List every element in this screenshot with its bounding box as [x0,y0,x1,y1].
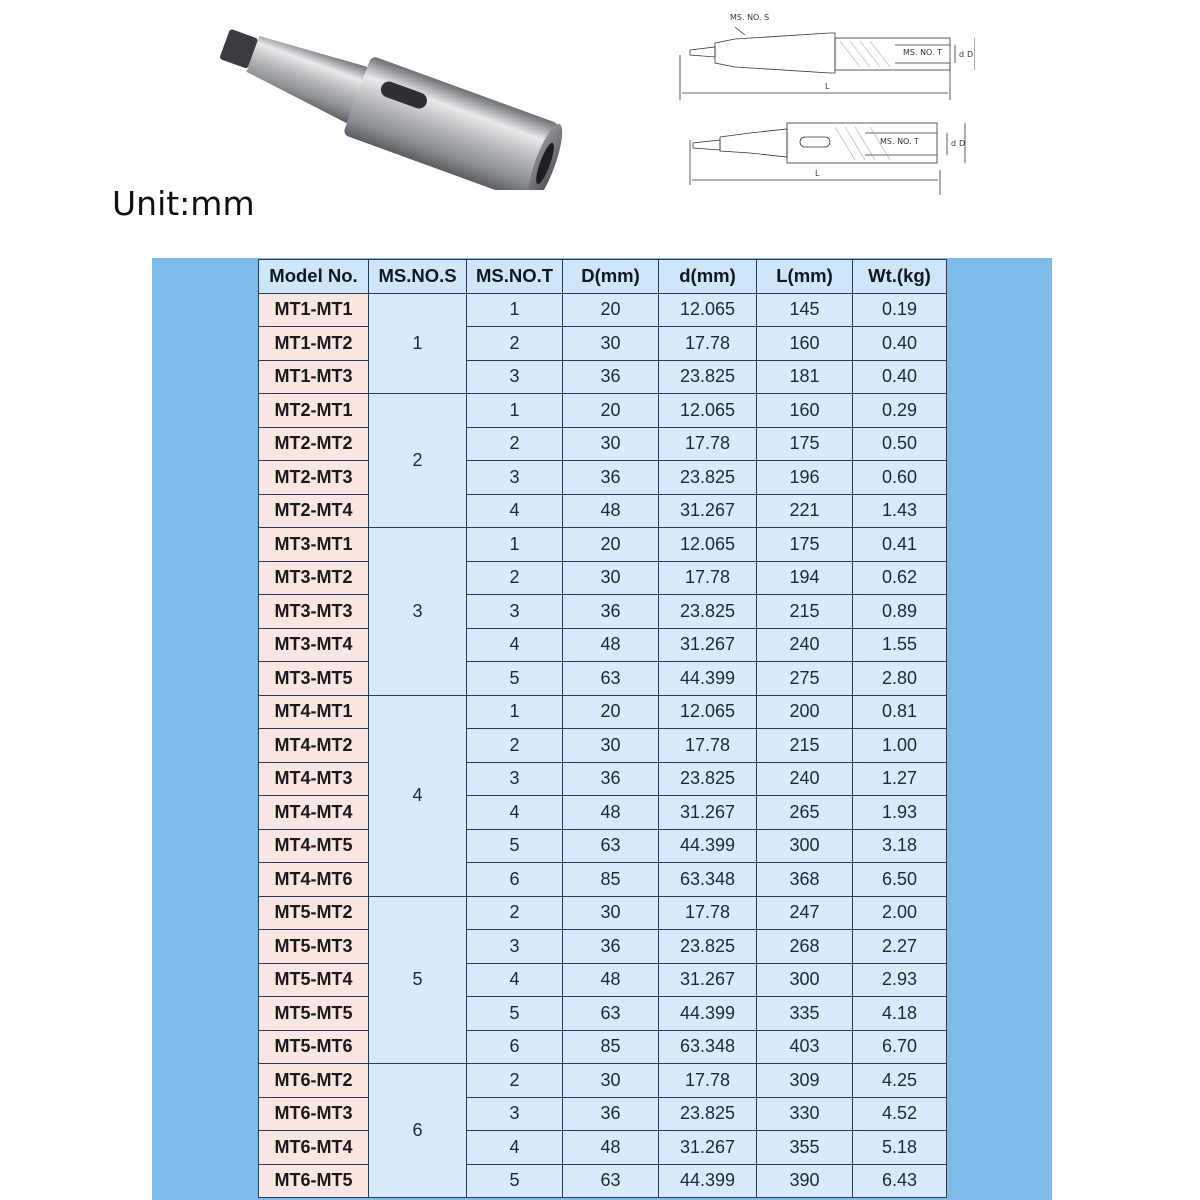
cell-weight-kg: 1.93 [853,796,947,830]
cell-model-no: MT2-MT2 [259,427,369,461]
cell-L-mm: 215 [757,595,853,629]
cell-D-mm: 30 [563,729,659,763]
cell-D-mm: 20 [563,293,659,327]
cell-weight-kg: 0.29 [853,394,947,428]
cell-weight-kg: 1.00 [853,729,947,763]
cell-L-mm: 240 [757,628,853,662]
cell-weight-kg: 6.70 [853,1030,947,1064]
table-row [259,762,947,796]
cell-model-no: MT2-MT3 [259,461,369,495]
cell-model-no: MT6-MT2 [259,1064,369,1098]
cell-D-mm: 30 [563,561,659,595]
cell-ms-no-t: 1 [467,695,563,729]
cell-weight-kg: 2.80 [853,662,947,696]
cell-D-mm: 30 [563,1064,659,1098]
cell-L-mm: 200 [757,695,853,729]
cell-L-mm: 175 [757,528,853,562]
cell-model-no: MT4-MT5 [259,829,369,863]
table-row [259,595,947,629]
cell-D-mm: 36 [563,1097,659,1131]
table-row [259,1164,947,1198]
table-row [259,896,947,930]
cell-D-mm: 20 [563,528,659,562]
cell-d-mm: 63.348 [659,863,757,897]
cell-L-mm: 368 [757,863,853,897]
header-L-mm: L(mm) [757,260,853,294]
cell-L-mm: 196 [757,461,853,495]
cell-ms-no-t: 5 [467,662,563,696]
cell-d-mm: 23.825 [659,461,757,495]
cell-ms-no-s: 4 [369,695,467,896]
cell-model-no: MT3-MT5 [259,662,369,696]
cell-model-no: MT5-MT5 [259,997,369,1031]
header-ms-no-s: MS.NO.S [369,260,467,294]
cell-ms-no-t: 5 [467,1164,563,1198]
cell-D-mm: 30 [563,327,659,361]
table-row [259,1064,947,1098]
cell-weight-kg: 2.27 [853,930,947,964]
cell-d-mm: 44.399 [659,829,757,863]
cell-D-mm: 36 [563,930,659,964]
cell-weight-kg: 4.52 [853,1097,947,1131]
cell-d-mm: 12.065 [659,528,757,562]
cell-D-mm: 48 [563,628,659,662]
cell-ms-no-t: 6 [467,863,563,897]
cell-weight-kg: 0.19 [853,293,947,327]
cell-L-mm: 240 [757,762,853,796]
cell-L-mm: 247 [757,896,853,930]
cell-L-mm: 221 [757,494,853,528]
header-d-mm: d(mm) [659,260,757,294]
cell-L-mm: 160 [757,394,853,428]
unit-label: Unit:mm [112,184,255,223]
cell-model-no: MT5-MT4 [259,963,369,997]
cell-D-mm: 36 [563,461,659,495]
cell-d-mm: 31.267 [659,494,757,528]
table-row [259,997,947,1031]
cell-weight-kg: 3.18 [853,829,947,863]
cell-L-mm: 335 [757,997,853,1031]
cell-weight-kg: 4.25 [853,1064,947,1098]
table-row [259,1097,947,1131]
cell-weight-kg: 1.27 [853,762,947,796]
table-row [259,427,947,461]
cell-model-no: MT4-MT2 [259,729,369,763]
cell-D-mm: 48 [563,1131,659,1165]
table-row [259,1030,947,1064]
cell-model-no: MT3-MT3 [259,595,369,629]
cell-ms-no-s: 6 [369,1064,467,1198]
cell-D-mm: 85 [563,863,659,897]
cell-D-mm: 48 [563,963,659,997]
cell-L-mm: 330 [757,1097,853,1131]
cell-d-mm: 31.267 [659,796,757,830]
cell-L-mm: 181 [757,360,853,394]
table-header-row [259,260,947,294]
table-row [259,293,947,327]
product-photo-taper-sleeve [205,25,575,190]
header-D-mm: D(mm) [563,260,659,294]
header-weight-kg: Wt.(kg) [853,260,947,294]
cell-ms-no-t: 2 [467,1064,563,1098]
cell-d-mm: 23.825 [659,360,757,394]
cell-D-mm: 63 [563,1164,659,1198]
cell-ms-no-t: 3 [467,930,563,964]
cell-ms-no-t: 1 [467,293,563,327]
cell-L-mm: 309 [757,1064,853,1098]
cell-D-mm: 63 [563,829,659,863]
cell-weight-kg: 1.43 [853,494,947,528]
cell-D-mm: 36 [563,595,659,629]
cell-weight-kg: 0.41 [853,528,947,562]
table-row [259,695,947,729]
cell-ms-no-t: 3 [467,762,563,796]
cell-model-no: MT6-MT4 [259,1131,369,1165]
cell-d-mm: 17.78 [659,896,757,930]
cell-d-mm: 23.825 [659,1097,757,1131]
cell-ms-no-t: 4 [467,796,563,830]
label-mst-bottom: MS. NO. T [880,137,919,146]
cell-weight-kg: 1.55 [853,628,947,662]
cell-weight-kg: 0.81 [853,695,947,729]
label-mss-top: MS. NO. S [730,13,770,22]
cell-D-mm: 36 [563,762,659,796]
cell-L-mm: 194 [757,561,853,595]
cell-ms-no-s: 1 [369,293,467,394]
cell-ms-no-t: 1 [467,394,563,428]
cell-ms-no-t: 6 [467,1030,563,1064]
cell-ms-no-t: 4 [467,494,563,528]
cell-D-mm: 20 [563,394,659,428]
cell-d-mm: 23.825 [659,595,757,629]
cell-ms-no-t: 3 [467,360,563,394]
cell-L-mm: 355 [757,1131,853,1165]
cell-d-mm: 12.065 [659,394,757,428]
cell-L-mm: 268 [757,930,853,964]
cell-D-mm: 30 [563,896,659,930]
cell-weight-kg: 4.18 [853,997,947,1031]
cell-d-mm: 63.348 [659,1030,757,1064]
cell-weight-kg: 0.62 [853,561,947,595]
table-row [259,963,947,997]
cell-ms-no-t: 4 [467,628,563,662]
cell-weight-kg: 5.18 [853,1131,947,1165]
cell-ms-no-t: 2 [467,729,563,763]
cell-model-no: MT3-MT1 [259,528,369,562]
cell-model-no: MT6-MT3 [259,1097,369,1131]
label-d-small-top: d [959,50,965,59]
cell-ms-no-s: 2 [369,394,467,528]
table-row [259,461,947,495]
cell-d-mm: 17.78 [659,1064,757,1098]
label-D-bottom: D [959,139,966,148]
cell-ms-no-t: 4 [467,963,563,997]
label-d-small-bottom: d [951,139,957,148]
cell-D-mm: 63 [563,997,659,1031]
header-ms-no-t: MS.NO.T [467,260,563,294]
table-row [259,561,947,595]
table-row [259,829,947,863]
cell-ms-no-t: 5 [467,829,563,863]
table-row [259,360,947,394]
table-row [259,528,947,562]
cell-D-mm: 48 [563,796,659,830]
table-row [259,863,947,897]
cell-weight-kg: 6.50 [853,863,947,897]
cell-d-mm: 17.78 [659,561,757,595]
header-model-no: Model No. [259,260,369,294]
cell-weight-kg: 0.60 [853,461,947,495]
cell-ms-no-t: 2 [467,896,563,930]
cell-model-no: MT4-MT6 [259,863,369,897]
label-L-bottom: L [815,169,820,178]
cell-model-no: MT5-MT2 [259,896,369,930]
cell-model-no: MT2-MT1 [259,394,369,428]
cell-ms-no-t: 2 [467,427,563,461]
cell-L-mm: 265 [757,796,853,830]
cell-D-mm: 63 [563,662,659,696]
cell-d-mm: 23.825 [659,930,757,964]
table-row [259,796,947,830]
cell-L-mm: 215 [757,729,853,763]
cell-ms-no-t: 4 [467,1131,563,1165]
cell-d-mm: 44.399 [659,997,757,1031]
cell-weight-kg: 2.00 [853,896,947,930]
technical-drawing-bottom [675,115,975,210]
table-row [259,662,947,696]
cell-model-no: MT1-MT2 [259,327,369,361]
cell-ms-no-s: 3 [369,528,467,696]
table-body [259,293,947,1198]
cell-model-no: MT3-MT2 [259,561,369,595]
cell-model-no: MT6-MT5 [259,1164,369,1198]
label-mst-top: MS. NO. T [903,48,942,57]
cell-D-mm: 85 [563,1030,659,1064]
cell-d-mm: 12.065 [659,293,757,327]
cell-d-mm: 44.399 [659,662,757,696]
cell-model-no: MT4-MT3 [259,762,369,796]
cell-weight-kg: 6.43 [853,1164,947,1198]
table-row [259,1131,947,1165]
table-row [259,628,947,662]
table-row [259,729,947,763]
cell-L-mm: 300 [757,963,853,997]
cell-d-mm: 31.267 [659,628,757,662]
cell-ms-no-s: 5 [369,896,467,1064]
technical-drawing-top [675,5,975,105]
cell-d-mm: 44.399 [659,1164,757,1198]
cell-L-mm: 403 [757,1030,853,1064]
cell-ms-no-t: 3 [467,461,563,495]
label-D-top: D [967,50,974,59]
cell-L-mm: 275 [757,662,853,696]
cell-D-mm: 48 [563,494,659,528]
cell-L-mm: 160 [757,327,853,361]
cell-L-mm: 145 [757,293,853,327]
table-row [259,327,947,361]
cell-ms-no-t: 5 [467,997,563,1031]
cell-ms-no-t: 3 [467,1097,563,1131]
cell-ms-no-t: 2 [467,561,563,595]
cell-weight-kg: 0.50 [853,427,947,461]
cell-D-mm: 36 [563,360,659,394]
table-row [259,394,947,428]
cell-d-mm: 31.267 [659,1131,757,1165]
cell-D-mm: 20 [563,695,659,729]
cell-d-mm: 17.78 [659,427,757,461]
cell-weight-kg: 0.40 [853,360,947,394]
cell-L-mm: 175 [757,427,853,461]
label-L-top: L [825,82,830,91]
cell-ms-no-t: 2 [467,327,563,361]
table-row [259,494,947,528]
cell-d-mm: 17.78 [659,327,757,361]
cell-model-no: MT1-MT3 [259,360,369,394]
cell-weight-kg: 0.40 [853,327,947,361]
table-row [259,930,947,964]
cell-weight-kg: 2.93 [853,963,947,997]
cell-model-no: MT2-MT4 [259,494,369,528]
cell-d-mm: 23.825 [659,762,757,796]
cell-model-no: MT5-MT3 [259,930,369,964]
cell-d-mm: 17.78 [659,729,757,763]
cell-L-mm: 390 [757,1164,853,1198]
cell-d-mm: 31.267 [659,963,757,997]
cell-d-mm: 12.065 [659,695,757,729]
spec-table [258,259,947,1198]
cell-model-no: MT3-MT4 [259,628,369,662]
cell-D-mm: 30 [563,427,659,461]
cell-model-no: MT4-MT4 [259,796,369,830]
cell-weight-kg: 0.89 [853,595,947,629]
cell-ms-no-t: 1 [467,528,563,562]
cell-model-no: MT1-MT1 [259,293,369,327]
cell-ms-no-t: 3 [467,595,563,629]
cell-L-mm: 300 [757,829,853,863]
cell-model-no: MT5-MT6 [259,1030,369,1064]
cell-model-no: MT4-MT1 [259,695,369,729]
